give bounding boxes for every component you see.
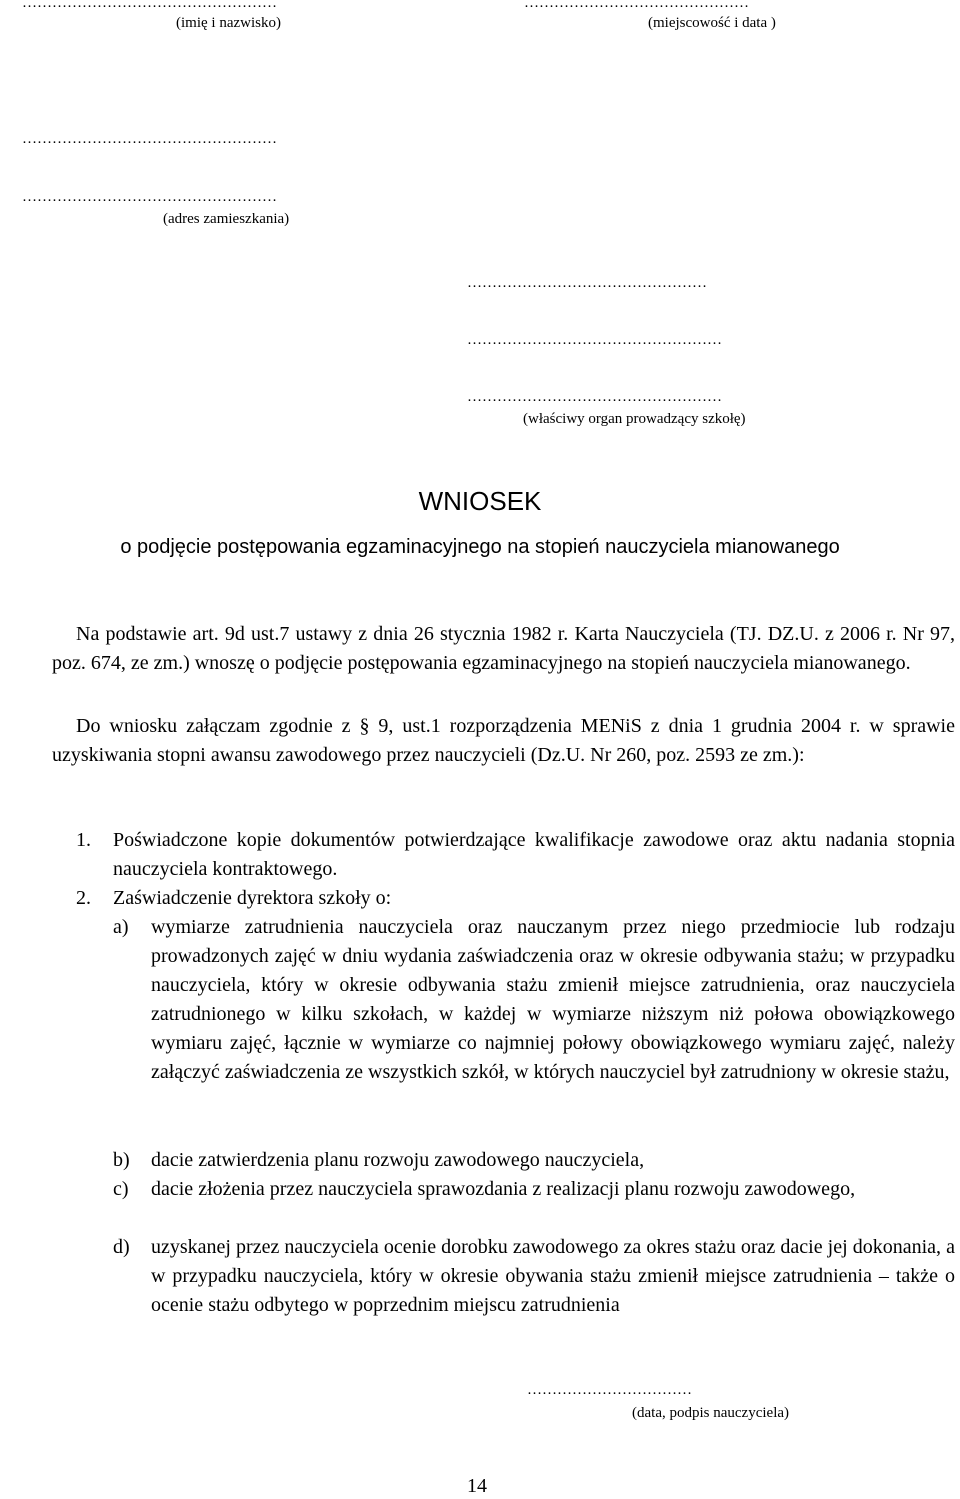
attachments-intro: Do wniosku załączam zgodnie z § 9, ust.1 rozporządzenia MENiS z dnia 1 grudnia 2004 r. w sprawie uzyskiwania stopni awansu zawodowego przez nauczycieli (Dz.U. Nr 260, poz. 2593 ze zm.): [52,715,955,766]
signature-dots: …………………………… [527,1382,692,1398]
subitem-c-marker: c) [113,1178,129,1200]
recipient-dots-line-2: …………………………………………… [467,332,722,348]
subitem-b-text: dacie zatwierdzenia planu rozwoju zawodowego nauczyciela, [151,1149,645,1171]
subitem-a-marker: a) [113,916,129,938]
item-2-marker: 2. [76,887,91,909]
place-date-dots: ……………………………………… [524,0,749,11]
address-dots-line-2: …………………………………………… [22,189,277,205]
subitem-a-text: wymiarze zatrudnienia nauczyciela oraz nauczanym przez niego przedmiocie lub rodzaju prowadzonych zajęć w dniu wydania zaświadczenia oraz w okresie odbywania stażu; w przypadku nauczyciela, który w okresie odbywania stażu zmienił miejsce zatrudnienia, oraz nauczyciela zatrudnionego w kilku szkołach, w każdej w wymiarze niższym niż połowa obowiązkowego wymiaru zajęć, łącznie w wymiarze co najmniej połowy obowiązkowego wymiaru zajęć, należy załączyć zaświadczenia ze wszystkich szkół, w których nauczyciel był zatrudniony w okresie stażu, [151,916,955,1083]
recipient-caption: (właściwy organ prowadzący szkołę) [523,411,746,427]
address-dots-line-1: …………………………………………… [22,131,277,147]
subitem-d-marker: d) [113,1236,130,1258]
document-title: WNIOSEK [418,486,542,516]
recipient-dots-line-1: ………………………………………… [467,275,707,291]
page-number: 14 [467,1475,487,1497]
item-1-text: Poświadczone kopie dokumentów potwierdzające kwalifikacje zawodowe oraz aktu nadania stopnia nauczyciela kontraktowego. [113,829,955,880]
name-caption: (imię i nazwisko) [176,15,281,31]
recipient-dots-line-3: …………………………………………… [467,389,722,405]
document-subtitle: o podjęcie postępowania egzaminacyjnego na stopień nauczyciela mianowanego [120,536,840,558]
name-dots: …………………………………………… [22,0,277,11]
place-date-caption: (miejscowość i data ) [648,15,776,31]
address-caption: (adres zamieszkania) [163,211,290,227]
signature-caption: (data, podpis nauczyciela) [632,1405,790,1421]
intro-paragraph: Na podstawie art. 9d ust.7 ustawy z dnia 26 stycznia 1982 r. Karta Nauczyciela (TJ. DZ.U. z 2006 r. Nr 97, poz. 674, ze zm.) wnoszę o podjęcie postępowania egzaminacyjnego na stopień nauczyciela mianowanego. [52,623,955,674]
item-2-text: Zaświadczenie dyrektora szkoły o: [113,887,392,909]
subitem-c-text: dacie złożenia przez nauczyciela sprawozdania z realizacji planu rozwoju zawodowego, [151,1178,856,1200]
subitem-d-text: uzyskanej przez nauczyciela ocenie dorobku zawodowego za okres stażu oraz dacie jej dokonania, a w przypadku nauczyciela, który w okresie obywania stażu zmienił miejsce zatrudnienia – także o ocenie stażu odbytego w poprzednim miejscu zatrudnienia [151,1236,955,1316]
item-1-marker: 1. [76,829,91,851]
subitem-b-marker: b) [113,1149,130,1171]
